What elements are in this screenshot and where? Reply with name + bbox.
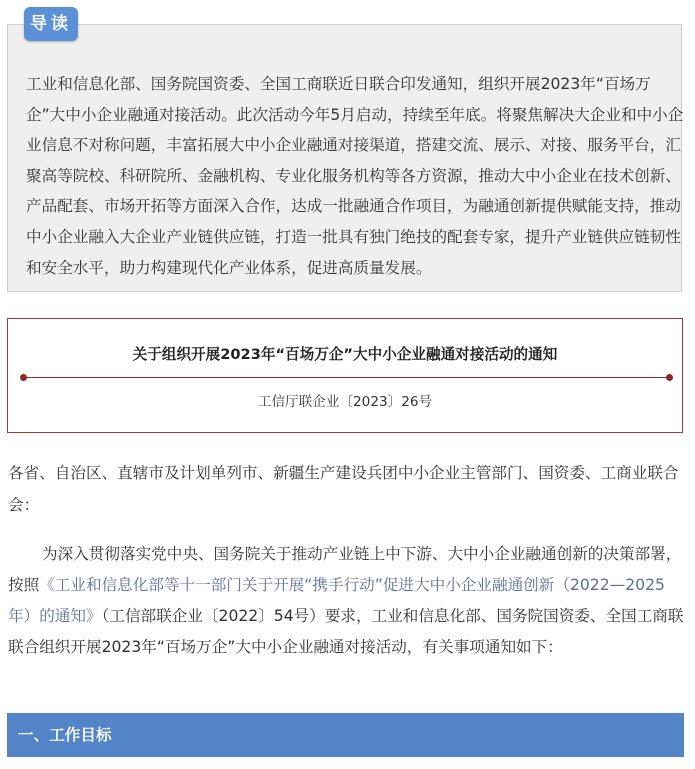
section-title: 一、工作目标 bbox=[18, 726, 112, 744]
notice-title: 关于组织开展2023年“百场万企”大中小企业融通对接活动的通知 bbox=[132, 346, 558, 363]
section-header-bar bbox=[7, 713, 684, 757]
body-text-part2: （工信部联企业〔2022〕54号）要求，工业和信息化部、国务院国资委、全国工商联联合组织开展2023年“百场万企”大中小企业融通对接活动，有关事项通知如下： bbox=[8, 607, 684, 656]
intro-tag: 导读 bbox=[24, 7, 78, 41]
intro-summary-text: 工业和信息化部、国务院国资委、全国工商联近日联合印发通知，组织开展2023年“百场万企”大中小企业融通对接活动。此次活动今年5月启动，持续至年底。将聚焦解决大企业和中小企业信息不对称问题，丰富拓展大中小企业融通对接渠道，搭建交流、展示、对接、服务平台，汇聚高等院校、科研院所、金融机构、专业化服务机构等各方资源，推动大中小企业在技术创新、产品配套、市场开拓等方面深入合作，达成一批融通合作项目，为融通创新提供赋能支持，推动中小企业融入大企业产业链供应链，打造一批具有独门绝技的配套专家，提升产业链供应链韧性和安全水平，助力构建现代化产业体系，促进高质量发展。 bbox=[26, 75, 684, 277]
notice-doc-number: 工信厅联企业〔2023〕26号 bbox=[257, 394, 433, 410]
notice-divider bbox=[23, 377, 669, 378]
notice-header-box bbox=[7, 318, 683, 433]
intro-summary-box bbox=[7, 24, 682, 292]
addressee-paragraph: 各省、自治区、直辖市及计划单列市、新疆生产建设兵团中小企业主管部门、国资委、工商业联合会： bbox=[8, 464, 679, 514]
rule-right-dot bbox=[666, 374, 673, 381]
referenced-notice-link[interactable]: 《工业和信息化部等十一部门关于开展“携手行动”促进大中小企业融通创新（2022—2025年）的通知》 bbox=[8, 576, 665, 625]
body-text-part1: 为深入贯彻落实党中央、国务院关于推动产业链上中下游、大中小企业融通创新的决策部署，按照 bbox=[8, 545, 682, 594]
body-paragraph bbox=[8, 539, 686, 663]
